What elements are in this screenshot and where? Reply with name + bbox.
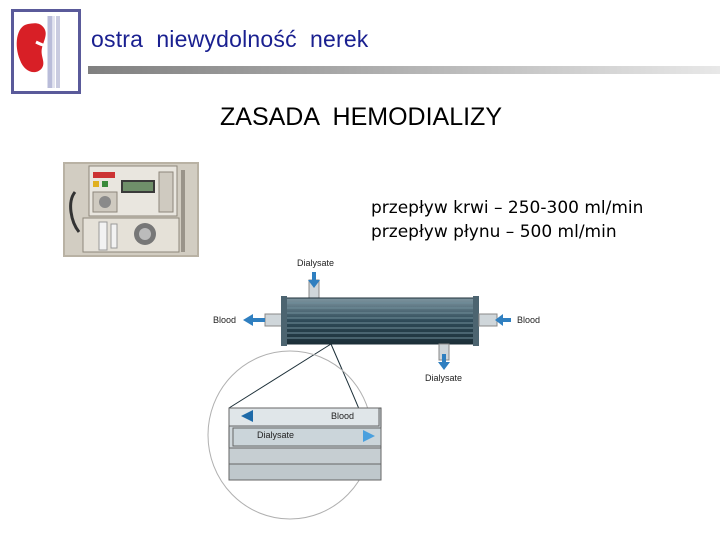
dialyzer-diagram	[205, 250, 565, 520]
blood-inlet-port	[479, 314, 497, 326]
dialysate-out-label: Dialysate	[425, 373, 463, 383]
header-divider	[88, 66, 720, 74]
kidney-icon	[14, 12, 78, 91]
detail-blood-label: Blood	[331, 411, 355, 421]
filter-body	[285, 298, 475, 344]
blood-flow-rate: przepływ krwi – 250-300 ml/min	[371, 198, 644, 218]
section-heading: ZASADA HEMODIALIZY	[220, 103, 503, 131]
flow-rates	[371, 196, 643, 244]
detail-dialysate-label: Dialysate	[257, 430, 295, 440]
dialysate-in-label: Dialysate	[297, 258, 335, 268]
dialysate-flow-rate: przepływ płynu – 500 ml/min	[371, 222, 617, 242]
dialysis-machine-image	[63, 162, 199, 257]
blood-left-label: Blood	[213, 315, 237, 325]
kidney-logo	[11, 9, 81, 94]
blood-right-label: Blood	[517, 315, 541, 325]
slide-title: ostra niewydolność nerek	[91, 26, 369, 52]
